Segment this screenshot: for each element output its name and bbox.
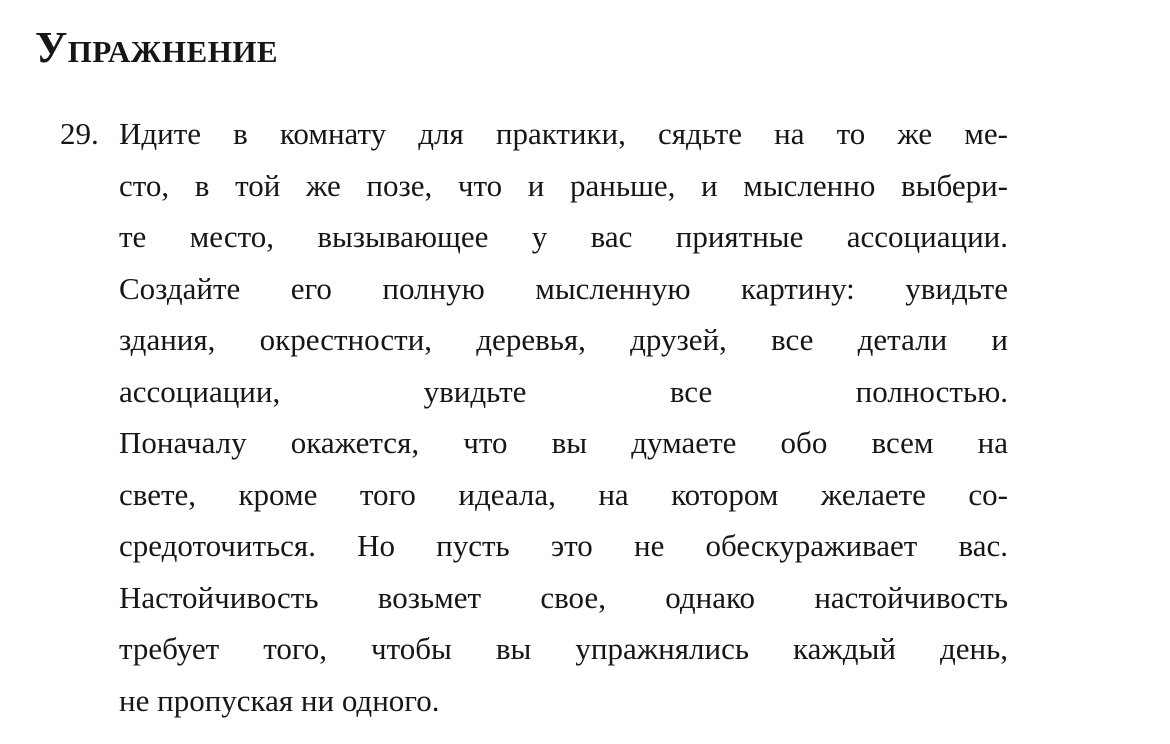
text-line: не пропуская ни одного.: [119, 682, 440, 718]
text-line: ассоциации, увидьте все полностью.: [119, 373, 1008, 409]
text-line: Настойчивость возьмет свое, однако настойчивость: [119, 579, 1008, 615]
text-line: свете, кроме того идеала, на котором желаете со-: [119, 476, 1008, 512]
text-line: сто, в той же позе, что и раньше, и мысленно выбери-: [119, 167, 1008, 203]
exercise-number: 29.: [60, 116, 99, 151]
text-line: те место, вызывающее у вас приятные ассоциации.: [119, 219, 1008, 254]
text-line: Создайте его полную мысленную картину: увидьте: [119, 270, 1008, 306]
section-heading: Упражнение: [35, 23, 279, 72]
text-line: Поначалу окажется, что вы думаете обо всем на: [119, 425, 1008, 460]
exercise-text: [119, 108, 1008, 726]
text-line: требует того, чтобы вы упражнялись каждый день,: [119, 631, 1008, 666]
text-line: Идите в комнату для практики, сядьте на то же ме-: [119, 116, 1008, 151]
text-line: здания, окрестности, деревья, друзей, все детали и: [119, 322, 1008, 357]
text-line: средоточиться. Но пусть это не обескураживает вас.: [119, 528, 1008, 563]
